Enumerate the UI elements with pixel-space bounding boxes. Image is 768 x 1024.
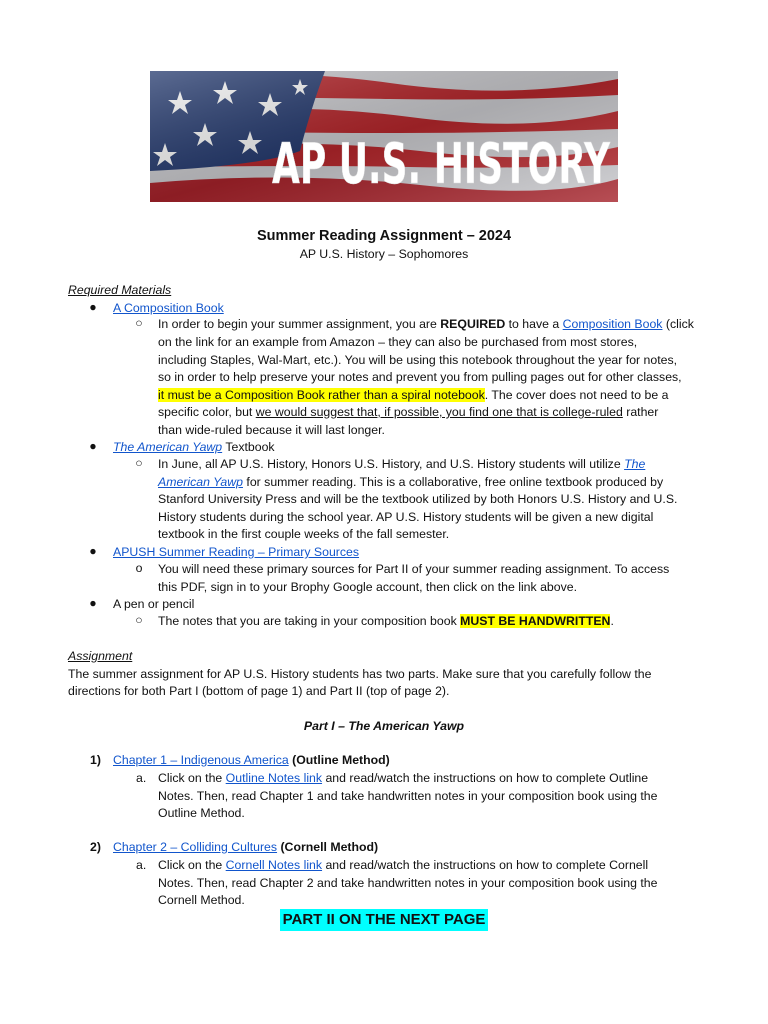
list-item-text: specific color, but we would suggest that, if possible, you find one that is college-ruled rather: [158, 405, 659, 419]
list-item-text: In June, all AP U.S. History, Honors U.S. History, and U.S. History students will utilize The: [158, 457, 646, 471]
chapter-method: (Outline Method): [288, 753, 390, 767]
outline-notes-link[interactable]: Outline Notes link: [225, 771, 323, 785]
chapter-method: (Cornell Method): [277, 840, 379, 854]
bullet-icon: ●: [89, 596, 97, 610]
chapter-instruction-text: Cornell Method.: [158, 893, 245, 907]
chapter-instruction-text: Notes. Then, read Chapter 2 and take handwritten notes in your composition book using the: [158, 876, 658, 890]
chapter-instruction-text: Notes. Then, read Chapter 1 and take handwritten notes in your composition book using the: [158, 789, 658, 803]
american-yawp-link[interactable]: The American Yawp: [113, 440, 223, 454]
chapter-instruction-text: Click on the Cornell Notes link and read/watch the instructions on how to complete Cornell: [158, 858, 649, 872]
part-one-heading: Part I – The American Yawp: [303, 719, 465, 733]
sub-letter: a.: [136, 858, 147, 872]
cornell-notes-link[interactable]: Cornell Notes link: [225, 858, 323, 872]
banner-title: AP U.S. HISTORY: [272, 132, 611, 197]
part-two-note: PART II ON THE NEXT PAGE: [280, 909, 489, 931]
sub-bullet-icon: o: [135, 561, 143, 575]
assignment-text: The summer assignment for AP U.S. History students has two parts. Make sure that you carefully follow the: [68, 667, 652, 681]
list-item-text: The notes that you are taking in your composition book MUST BE HANDWRITTEN.: [158, 614, 614, 628]
american-yawp-inline-link[interactable]: The: [624, 457, 646, 471]
primary-sources-link[interactable]: APUSH Summer Reading – Primary Sources: [113, 545, 360, 559]
composition-book-inline-link[interactable]: Composition Book: [562, 317, 663, 331]
list-item-text: on the link for an example from Amazon – they can also be purchased from most stores,: [158, 335, 638, 349]
chapter-2-link[interactable]: Chapter 2 – Colliding Cultures: [113, 840, 278, 854]
highlighted-text: MUST BE HANDWRITTEN: [460, 614, 611, 628]
bullet-icon: ●: [89, 544, 97, 558]
list-item-text: so in order to help preserve your notes and prevent you from pulling pages out for other classes,: [158, 370, 682, 384]
chapter-instruction-text: Outline Method.: [158, 806, 245, 820]
chapter-1-link[interactable]: Chapter 1 – Indigenous America: [113, 753, 289, 767]
list-item-text: In order to begin your summer assignment, you are REQUIRED to have a Composition Book (click: [158, 317, 694, 331]
sub-bullet-icon: ○: [135, 316, 143, 330]
bullet-icon: ●: [89, 300, 97, 314]
american-yawp-inline-link[interactable]: American Yawp: [158, 475, 243, 489]
chapter-instruction-text: Click on the Outline Notes link and read/watch the instructions on how to complete Outline: [158, 771, 649, 785]
list-item-text: including Staples, Wal-Mart, etc.). You will be using this notebook throughout the year for notes,: [158, 353, 678, 367]
list-item-text: American Yawp for summer reading. This is a collaborative, free online textbook produced by: [158, 475, 664, 489]
chapter-number: 2): [90, 840, 101, 854]
assignment-text: directions for both Part I (bottom of page 1) and Part II (top of page 2).: [68, 684, 450, 698]
page-subtitle: AP U.S. History – Sophomores: [299, 247, 469, 261]
list-item-text: than wide-ruled because it will last longer.: [158, 423, 385, 437]
list-item-text: Stanford University Press and will be the textbook utilized by both Honors U.S. History and U.S.: [158, 492, 678, 506]
sub-bullet-icon: ○: [135, 613, 143, 627]
list-item-text: it must be a Composition Book rather than a spiral notebook. The cover does not need to be a: [158, 388, 669, 402]
list-item-text: this PDF, sign in to your Brophy Google account, then click on the link above.: [158, 580, 578, 594]
required-materials-heading: Required Materials: [68, 283, 172, 297]
chapter-number: 1): [90, 753, 101, 767]
list-item-text: History students during the school year. AP U.S. History students will be given a new digital: [158, 510, 654, 524]
list-item-text: Textbook: [222, 440, 275, 454]
sub-bullet-icon: ○: [135, 456, 143, 470]
ap-us-history-banner: [150, 71, 618, 202]
list-item-text: textbook in the first couple weeks of the fall semester.: [158, 527, 450, 541]
highlighted-text: it must be a Composition Book rather than a spiral notebook: [158, 388, 485, 402]
list-item-text: A pen or pencil: [113, 597, 195, 611]
page-title: Summer Reading Assignment – 2024: [256, 228, 512, 244]
bullet-icon: ●: [89, 439, 97, 453]
list-item-text: You will need these primary sources for Part II of your summer reading assignment. To access: [158, 562, 670, 576]
part-two-note-wrapper: [0, 909, 768, 931]
sub-letter: a.: [136, 771, 147, 785]
composition-book-link[interactable]: A Composition Book: [113, 301, 224, 315]
assignment-heading: Assignment: [68, 649, 133, 663]
